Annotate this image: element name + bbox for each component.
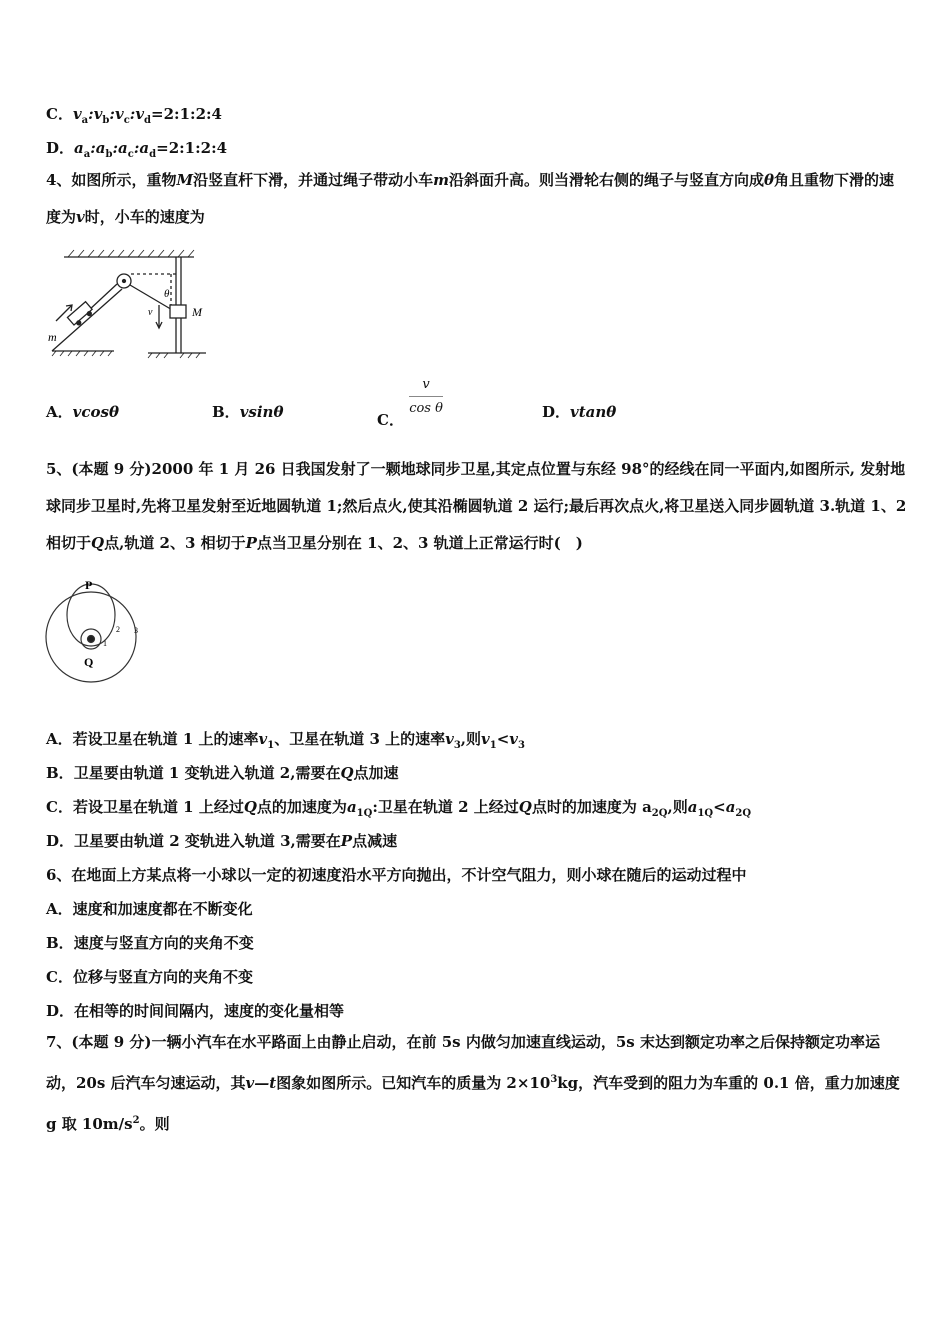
q4-option-a[interactable]: A．vcosθ — [46, 403, 119, 421]
block-M — [170, 305, 186, 318]
ceiling-hatch — [68, 250, 194, 257]
q7-stem: 7、(本题 9 分)一辆小汽车在水平路面上由静止启动，在前 5s 内做匀加速直线运动，5s 末达到额定功率之后保持额定功率运动，20s 后汽车匀速运动，其v—t图象如图所示。已知汽车的质量为 $2\times 10^3kg$，汽车受到的阻力为车重的 0.1 倍，重力加速度 g 取 $10m/s^2$。则 — [46, 1033, 900, 1133]
label-P: P — [85, 578, 93, 592]
q5-option-b[interactable]: B．卫星要由轨道 1 变轨进入轨道 2,需要在Q点加速 — [46, 764, 399, 782]
q5-stem: 5、(本题 9 分)2000 年 1 月 26 日我国发射了一颗地球同步卫星,其定点位置与东经 98°的经线在同一平面内,如图所示, 发射地球同步卫星时,先将卫星发射至近地圆轨道 1;然后点火,使其沿椭圆轨道 2 运行;最后再次点火,将卫星送入同步圆轨道 3.轨道 1、2 相切于Q点,轨道 2、3 相切于P点当卫星分别在 1、2、3 轨道上正常运行时( ) — [46, 460, 907, 552]
q4-pulley-figure — [44, 245, 216, 361]
q3-option-c[interactable]: C．$v_a:v_b:v_c:v_d=2:1:2:4$ — [46, 105, 222, 126]
q4-stem: 4、如图所示，重物M沿竖直杆下滑，并通过绳子带动小车m沿斜面升高。则当滑轮右侧的绳子与竖直方向成θ角且重物下滑的速度为v时，小车的速度为 — [46, 171, 894, 226]
fraction-v-over-cos-theta: $\frac{v}{\text{cos θ}}$ — [409, 377, 443, 416]
q6-option-a[interactable]: A．速度和加速度都在不断变化 — [46, 900, 253, 918]
q6-option-b[interactable]: B．速度与竖直方向的夹角不变 — [46, 934, 254, 952]
label-orbit-1: 1 — [103, 639, 107, 648]
q4-option-c[interactable]: C． $\frac{v}{\text{cos θ}}$ — [377, 377, 443, 429]
q4-option-b[interactable]: B．vsinθ — [212, 403, 284, 421]
q6-option-c[interactable]: C．位移与竖直方向的夹角不变 — [46, 968, 253, 986]
q6-option-d[interactable]: D．在相等的时间间隔内，速度的变化量相等 — [46, 1002, 345, 1020]
q5-option-c[interactable]: C．若设卫星在轨道 1 上经过Q点的加速度为$a_{1Q}$:卫星在轨道 2 上经过Q点时的加速度为 $a_{2Q}$,则$a_{1Q}<a_{2Q}$ — [46, 798, 752, 819]
label-v: v — [148, 307, 153, 318]
label-m: m — [48, 330, 57, 344]
q3-option-d[interactable]: D．$a_a:a_b:a_c:a_d=2:1:2:4$ — [46, 139, 228, 160]
earth — [88, 636, 95, 643]
q4-option-d[interactable]: D．vtanθ — [542, 403, 617, 421]
q5-orbit-figure — [44, 573, 152, 697]
label-orbit-3: 3 — [134, 626, 138, 635]
q5-option-a[interactable]: A．若设卫星在轨道 1 上的速率$v_1$、卫星在轨道 3 上的速率$v_3$,则$v_1<v_3$ — [46, 730, 525, 751]
label-M: M — [192, 305, 202, 319]
q6-stem: 6、在地面上方某点将一小球以一定的初速度沿水平方向抛出，不计空气阻力，则小球在随后的运动过程中 — [46, 866, 747, 884]
q5-option-d[interactable]: D．卫星要由轨道 2 变轨进入轨道 3,需要在P点减速 — [46, 832, 398, 850]
label-Q: Q — [84, 655, 94, 669]
label-theta: θ — [164, 288, 170, 300]
label-orbit-2: 2 — [116, 625, 120, 634]
